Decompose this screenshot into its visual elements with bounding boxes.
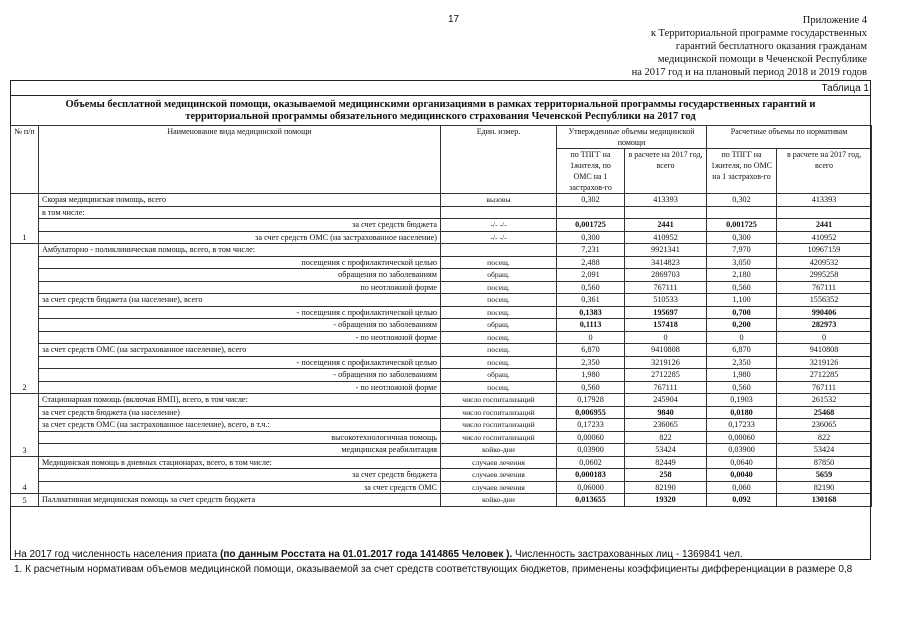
table-row xyxy=(11,306,872,319)
row-name: медицинская реабилитация xyxy=(39,444,441,457)
row-unit: посещ. xyxy=(441,306,557,319)
row-value: 410952 xyxy=(625,231,707,244)
row-unit: случаев лечения xyxy=(441,469,557,482)
header-calc: Расчетные объемы по нормативам xyxy=(707,126,872,149)
table-row xyxy=(11,381,872,394)
row-value: 3219126 xyxy=(777,356,872,369)
row-value: 767111 xyxy=(625,381,707,394)
row-value: 767111 xyxy=(777,281,872,294)
header-name: Наименование вида медицинской помощи xyxy=(39,126,441,194)
row-value: 767111 xyxy=(625,281,707,294)
row-value: 2,180 xyxy=(707,269,777,282)
row-unit: обращ. xyxy=(441,269,557,282)
row-value: 410952 xyxy=(777,231,872,244)
row-name: за счет средств бюджета (на население), всего xyxy=(39,294,441,307)
row-unit: число госпитализаций xyxy=(441,419,557,432)
row-unit: посещ. xyxy=(441,381,557,394)
row-value: 2995258 xyxy=(777,269,872,282)
row-unit: -/- -/- xyxy=(441,231,557,244)
row-name: за счет средств бюджета (на население) xyxy=(39,406,441,419)
table-row xyxy=(11,356,872,369)
table-row xyxy=(11,456,872,469)
row-value: 1,980 xyxy=(707,369,777,382)
row-name: за счет средств бюджета xyxy=(39,219,441,232)
row-name: посещения с профилактической целью xyxy=(39,256,441,269)
row-unit xyxy=(441,244,557,257)
table-row xyxy=(11,206,872,219)
population-note-bold: (по данным Росстата на 01.01.2017 года 1414865 Человек ). xyxy=(220,549,513,560)
row-value: 0,001725 xyxy=(707,219,777,232)
row-value: 0,17233 xyxy=(557,419,625,432)
table-row xyxy=(11,294,872,307)
row-value: 82449 xyxy=(625,456,707,469)
page-number: 17 xyxy=(448,14,460,25)
appendix-line: к Территориальной программе государственных xyxy=(650,28,867,39)
row-unit: случаев лечения xyxy=(441,456,557,469)
row-value: 1,100 xyxy=(707,294,777,307)
row-name: за счет средств ОМС (на застрахованное население) xyxy=(39,231,441,244)
header-sub2: в расчете на 2017 год, всего xyxy=(625,149,707,194)
row-value: 0,560 xyxy=(557,381,625,394)
row-name: по неотложной форме xyxy=(39,281,441,294)
row-unit: посещ. xyxy=(441,256,557,269)
row-unit: койко-дни xyxy=(441,444,557,457)
row-value: 282973 xyxy=(777,319,872,332)
table-row xyxy=(11,331,872,344)
section-number: 3 xyxy=(11,394,39,457)
row-value: 0,00060 xyxy=(557,431,625,444)
row-value: 82190 xyxy=(777,481,872,494)
row-unit: число госпитализаций xyxy=(441,431,557,444)
row-value: 53424 xyxy=(625,444,707,457)
row-value: 0,700 xyxy=(707,306,777,319)
row-value: 25468 xyxy=(777,406,872,419)
appendix-line: медицинской помощи в Чеченской Республике xyxy=(657,54,867,65)
row-name: - обращения по заболеваниям xyxy=(39,369,441,382)
row-value: 0,001725 xyxy=(557,219,625,232)
row-unit: посещ. xyxy=(441,331,557,344)
row-value: 0,560 xyxy=(707,281,777,294)
title-line: территориальной программы обязательного медицинского страхования Чеченской Республики на 2017 год xyxy=(185,111,696,122)
row-value: 258 xyxy=(625,469,707,482)
table-row xyxy=(11,494,872,507)
row-value: 0,1383 xyxy=(557,306,625,319)
table-row xyxy=(11,419,872,432)
row-value: 0,013655 xyxy=(557,494,625,507)
row-value: 2869703 xyxy=(625,269,707,282)
row-value: 0,300 xyxy=(707,231,777,244)
row-name: - посещения с профилактической целью xyxy=(39,356,441,369)
population-note-part: Численность застрахованных лиц - 1369841 чел. xyxy=(512,549,743,560)
population-note-part: На 2017 год численность населения приата xyxy=(14,549,221,560)
header-unit: Един. измер. xyxy=(441,126,557,194)
row-value: 0,302 xyxy=(707,194,777,207)
row-value: 0,560 xyxy=(707,381,777,394)
row-value: 0,03900 xyxy=(707,444,777,457)
row-value: 0,000183 xyxy=(557,469,625,482)
row-value: 19320 xyxy=(625,494,707,507)
table-row xyxy=(11,194,872,207)
row-name: Амбулаторно - поликлиническая помощь, всего, в том числе: xyxy=(39,244,441,257)
row-value: 6,870 xyxy=(707,344,777,357)
row-name: - посещения с профилактической целью xyxy=(39,306,441,319)
row-name: за счет средств ОМС (на застрахованное население), всего, в т.ч.: xyxy=(39,419,441,432)
table-title xyxy=(10,99,871,123)
table-row xyxy=(11,481,872,494)
table-row xyxy=(11,269,872,282)
row-unit: посещ. xyxy=(441,281,557,294)
row-name: обращения по заболеваниям xyxy=(39,269,441,282)
row-value: 0,300 xyxy=(557,231,625,244)
row-value: 0,0040 xyxy=(707,469,777,482)
row-value: 0,200 xyxy=(707,319,777,332)
row-value: 195697 xyxy=(625,306,707,319)
row-name: за счет средств бюджета xyxy=(39,469,441,482)
row-value: 9410808 xyxy=(625,344,707,357)
table-row xyxy=(11,281,872,294)
row-unit: случаев лечения xyxy=(441,481,557,494)
row-value: 767111 xyxy=(777,381,872,394)
population-note xyxy=(14,549,743,560)
row-value: 2712285 xyxy=(777,369,872,382)
row-value: 0,0640 xyxy=(707,456,777,469)
divider xyxy=(10,95,871,96)
row-value: 0,302 xyxy=(557,194,625,207)
row-value: 0,00060 xyxy=(707,431,777,444)
row-value: 2,488 xyxy=(557,256,625,269)
row-value: 2441 xyxy=(777,219,872,232)
table-row xyxy=(11,219,872,232)
table-row xyxy=(11,406,872,419)
row-name: Медицинская помощь в дневных стационарах, всего, в том числе: xyxy=(39,456,441,469)
row-name: Скорая медицинская помощь, всего xyxy=(39,194,441,207)
header-sub1: по ТПГГ на 1жителя, по ОМС на 1 застрахов-го xyxy=(557,149,625,194)
row-value: 510533 xyxy=(625,294,707,307)
row-value xyxy=(557,206,625,219)
table-row xyxy=(11,369,872,382)
row-value: 0,0180 xyxy=(707,406,777,419)
row-value: 0,560 xyxy=(557,281,625,294)
row-unit: вызовы xyxy=(441,194,557,207)
table-body xyxy=(11,194,872,507)
row-value: 9921341 xyxy=(625,244,707,257)
row-value: 0,03900 xyxy=(557,444,625,457)
row-value: 82190 xyxy=(625,481,707,494)
table-row xyxy=(11,231,872,244)
appendix-line: гарантий бесплатного оказания гражданам xyxy=(675,41,867,52)
row-value: 822 xyxy=(625,431,707,444)
row-value: 2,091 xyxy=(557,269,625,282)
section-number: 4 xyxy=(11,456,39,494)
row-value: 0,17233 xyxy=(707,419,777,432)
header-sub4: в расчете на 2017 год, всего xyxy=(777,149,872,194)
header-num: № п/п xyxy=(11,126,39,194)
row-name: высокотехнологичная помощь xyxy=(39,431,441,444)
row-value: 0,06000 xyxy=(557,481,625,494)
row-value: 87850 xyxy=(777,456,872,469)
row-value: 0 xyxy=(625,331,707,344)
row-value: 3,050 xyxy=(707,256,777,269)
row-name: Стационарная помощь (включая ВМП), всего, в том числе: xyxy=(39,394,441,407)
row-value: 7,231 xyxy=(557,244,625,257)
row-value: 413393 xyxy=(777,194,872,207)
row-name: за счет средств ОМС xyxy=(39,481,441,494)
row-value: 0,0602 xyxy=(557,456,625,469)
row-unit: койко-дни xyxy=(441,494,557,507)
row-value: 0 xyxy=(557,331,625,344)
table-label: Таблица 1 xyxy=(821,83,869,94)
row-unit: посещ. xyxy=(441,356,557,369)
row-name: за счет средств ОМС (на застрахованное население), всего xyxy=(39,344,441,357)
section-number: 5 xyxy=(11,494,39,507)
row-value: 53424 xyxy=(777,444,872,457)
row-name: Паллиативная медицинская помощь за счет средств бюджета xyxy=(39,494,441,507)
row-value: 9840 xyxy=(625,406,707,419)
row-name: - по неотложной форме xyxy=(39,331,441,344)
row-value: 3414823 xyxy=(625,256,707,269)
row-value: 1,980 xyxy=(557,369,625,382)
row-value: 0,060 xyxy=(707,481,777,494)
row-value: 413393 xyxy=(625,194,707,207)
row-value: 0,1113 xyxy=(557,319,625,332)
section-number: 1 xyxy=(11,194,39,244)
table-row xyxy=(11,344,872,357)
row-value: 0,1903 xyxy=(707,394,777,407)
row-value: 0 xyxy=(777,331,872,344)
table-row xyxy=(11,469,872,482)
title-line: Объемы бесплатной медицинской помощи, оказываемой медицинскими организациями в рамках территориальной программы государственных гарантий и xyxy=(65,99,816,110)
row-value: 3219126 xyxy=(625,356,707,369)
appendix-line: на 2017 год и на плановый период 2018 и 2019 годов xyxy=(631,67,867,78)
row-value: 0,361 xyxy=(557,294,625,307)
row-value: 236065 xyxy=(777,419,872,432)
row-value: 0,006955 xyxy=(557,406,625,419)
row-value: 9410808 xyxy=(777,344,872,357)
row-unit: посещ. xyxy=(441,344,557,357)
row-unit: число госпитализаций xyxy=(441,394,557,407)
row-name: - по неотложной форме xyxy=(39,381,441,394)
appendix-line: Приложение 4 xyxy=(802,15,867,26)
row-unit: число госпитализаций xyxy=(441,406,557,419)
row-value: 5659 xyxy=(777,469,872,482)
row-value: 822 xyxy=(777,431,872,444)
row-value: 1556352 xyxy=(777,294,872,307)
row-value: 0,17928 xyxy=(557,394,625,407)
appendix-heading xyxy=(567,14,867,79)
row-unit: -/- -/- xyxy=(441,219,557,232)
table-row xyxy=(11,244,872,257)
row-value xyxy=(777,206,872,219)
table-row xyxy=(11,394,872,407)
row-value: 245904 xyxy=(625,394,707,407)
table-row xyxy=(11,319,872,332)
row-value: 7,970 xyxy=(707,244,777,257)
header-sub3: по ТПГГ на 1жителя, по ОМС на 1 застрахов-го xyxy=(707,149,777,194)
row-value xyxy=(707,206,777,219)
row-value: 10967159 xyxy=(777,244,872,257)
row-unit xyxy=(441,206,557,219)
row-value: 990406 xyxy=(777,306,872,319)
row-value: 2441 xyxy=(625,219,707,232)
table-row xyxy=(11,431,872,444)
table-row xyxy=(11,444,872,457)
row-value: 6,870 xyxy=(557,344,625,357)
row-value: 0,092 xyxy=(707,494,777,507)
volumes-table xyxy=(10,125,872,507)
row-name: в том числе: xyxy=(39,206,441,219)
footnote: 1. К расчетным нормативам объемов медицинской помощи, оказываемой за счет средств соответствующих бюджетов, применены коэффициенты дифференциации в размере 0,8 xyxy=(14,564,853,575)
row-value: 261532 xyxy=(777,394,872,407)
table-row xyxy=(11,256,872,269)
row-value: 2712285 xyxy=(625,369,707,382)
row-unit: обращ. xyxy=(441,369,557,382)
row-value: 157418 xyxy=(625,319,707,332)
row-value xyxy=(625,206,707,219)
row-value: 130168 xyxy=(777,494,872,507)
row-name: - обращения по заболеваниям xyxy=(39,319,441,332)
header-approved: Утвержденные объемы медицинской помощи xyxy=(557,126,707,149)
row-unit: посещ. xyxy=(441,294,557,307)
row-value: 2,350 xyxy=(557,356,625,369)
row-value: 236065 xyxy=(625,419,707,432)
row-value: 0 xyxy=(707,331,777,344)
row-value: 2,350 xyxy=(707,356,777,369)
section-number: 2 xyxy=(11,244,39,394)
row-value: 4209532 xyxy=(777,256,872,269)
row-unit: обращ. xyxy=(441,319,557,332)
